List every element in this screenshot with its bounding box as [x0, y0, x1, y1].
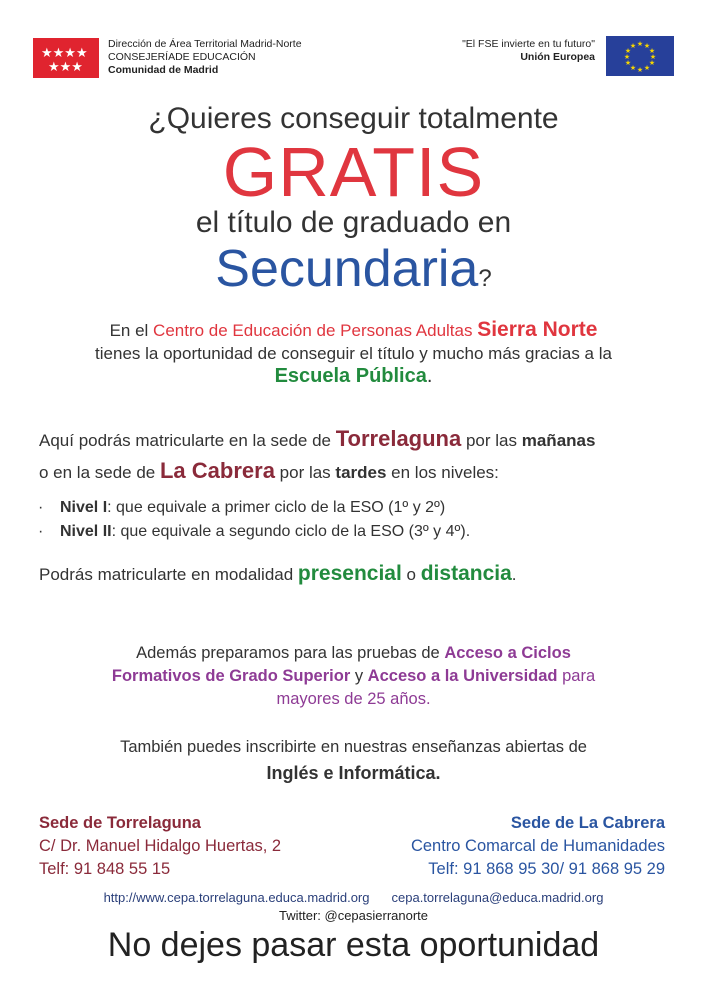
- escuela-publica: Escuela Pública: [274, 365, 427, 387]
- level-desc: : que equivale a segundo ciclo de la ESO (3º y 4º).: [111, 523, 471, 540]
- svg-text:★: ★: [648, 47, 656, 55]
- header-fse-quote: "El FSE invierte en tu futuro": [462, 38, 595, 50]
- website-link[interactable]: http://www.cepa.torrelaguna.educa.madrid.org: [103, 890, 370, 905]
- sede-cabrera-address: Centro Comarcal de Humanidades: [410, 837, 665, 855]
- eu-flag-icon: [606, 36, 674, 76]
- cabrera-highlight: La Cabrera: [159, 458, 275, 483]
- sede-cabrera: [411, 812, 665, 881]
- sedes-paragraph: [39, 424, 679, 488]
- bullet: ·: [38, 499, 44, 516]
- headline-gratis: GRATIS: [222, 133, 485, 211]
- svg-text:★: ★: [636, 40, 644, 48]
- ensenanzas-paragraph: [0, 734, 707, 786]
- header-right: [462, 38, 595, 64]
- svg-text:★★★: ★★★: [48, 60, 83, 75]
- svg-text:★: ★: [623, 53, 631, 61]
- sede-torrelaguna-phone: Telf: 91 848 55 15: [39, 860, 171, 878]
- sede-torrelaguna: [39, 812, 281, 881]
- acceso-ciclos-b: Formativos de Grado Superior: [111, 667, 351, 685]
- slogan: No dejes pasar esta oportunidad: [107, 926, 600, 964]
- sierra-norte: Sierra Norte: [477, 318, 598, 341]
- list-item: [38, 496, 470, 520]
- svg-text:★: ★: [624, 47, 632, 55]
- ingles-informatica: Inglés e Informática.: [266, 763, 441, 783]
- sede-text-d: por las: [274, 463, 336, 482]
- intro-paragraph: [0, 318, 707, 388]
- intro-line2: tienes la oportunidad de conseguir el título y mucho más gracias a la: [95, 344, 612, 363]
- modalidad-text: Podrás matricularte en modalidad: [39, 565, 298, 584]
- svg-text:★: ★: [629, 64, 637, 72]
- mananas-highlight: mañanas: [521, 431, 596, 450]
- secundaria-word: Secundaria: [215, 240, 479, 298]
- modalidad-dot: .: [511, 565, 517, 584]
- list-item: [38, 520, 470, 544]
- pruebas-paragraph: [0, 642, 707, 711]
- header-left: [108, 38, 302, 77]
- intro-dot: .: [426, 365, 433, 387]
- sede-cabrera-phone: Telf: 91 868 95 30/ 91 868 95 29: [428, 860, 665, 878]
- header-consejeria: CONSEJERÍADE EDUCACIÓN: [108, 51, 256, 63]
- header-direccion: Dirección de Área Territorial Madrid-Norte: [108, 38, 302, 50]
- presencial-highlight: presencial: [297, 562, 402, 585]
- svg-text:★: ★: [648, 59, 656, 67]
- email-link[interactable]: cepa.torrelaguna@educa.madrid.org: [391, 890, 604, 905]
- svg-text:★★★★: ★★★★: [41, 46, 88, 61]
- torrelaguna-highlight: Torrelaguna: [335, 426, 462, 451]
- intro-text: En el: [109, 321, 154, 340]
- sede-torrelaguna-address: C/ Dr. Manuel Hidalgo Huertas, 2: [39, 837, 282, 855]
- level-name: Nivel II: [60, 523, 112, 540]
- comunidad-madrid-flag-icon: [33, 38, 99, 78]
- svg-text:★: ★: [636, 66, 644, 74]
- pruebas-and: y: [350, 667, 368, 685]
- pruebas-para: para: [557, 667, 596, 685]
- centro-name: Centro de Educación de Personas Adultas: [153, 321, 478, 340]
- level-name: Nivel I: [60, 499, 108, 516]
- modalidad-or: o: [401, 565, 421, 584]
- ensenanzas-text: También puedes inscribirte en nuestras enseñanzas abiertas de: [120, 738, 587, 756]
- tardes-highlight: tardes: [335, 463, 387, 482]
- level-desc: : que equivale a primer ciclo de la ESO (1º y 2º): [107, 499, 446, 516]
- sede-torrelaguna-title: Sede de Torrelaguna: [39, 814, 201, 832]
- headline-titulo: el título de graduado en: [195, 206, 512, 239]
- headline-secundaria: [0, 238, 707, 310]
- levels-list: [38, 496, 470, 544]
- svg-text:★: ★: [649, 53, 657, 61]
- bullet: ·: [38, 523, 44, 540]
- sede-text-e: en los niveles:: [386, 463, 499, 482]
- mayores-25: mayores de 25 años.: [276, 690, 431, 708]
- question-mark: ?: [478, 265, 492, 292]
- sede-text-b: por las: [461, 431, 522, 450]
- svg-text:★: ★: [643, 42, 651, 50]
- headline-question: ¿Quieres conseguir totalmente: [148, 102, 559, 135]
- sede-text-c: o en la sede de: [39, 463, 160, 482]
- acceso-ciclos: Acceso a Ciclos: [444, 644, 571, 662]
- header-union-europea: Unión Europea: [520, 51, 595, 63]
- contact-links: [0, 890, 707, 905]
- acceso-universidad: Acceso a la Universidad: [367, 667, 558, 685]
- svg-text:★: ★: [643, 64, 651, 72]
- pruebas-text: Además preparamos para las pruebas de: [136, 644, 445, 662]
- modalidad-paragraph: [39, 562, 517, 586]
- svg-text:★: ★: [629, 42, 637, 50]
- distancia-highlight: distancia: [420, 562, 512, 585]
- header-comunidad: Comunidad de Madrid: [108, 64, 219, 76]
- svg-text:★: ★: [624, 59, 632, 67]
- sede-cabrera-title: Sede de La Cabrera: [510, 814, 665, 832]
- twitter-handle[interactable]: Twitter: @cepasierranorte: [278, 908, 429, 923]
- sede-text-a: Aquí podrás matricularte en la sede de: [39, 431, 336, 450]
